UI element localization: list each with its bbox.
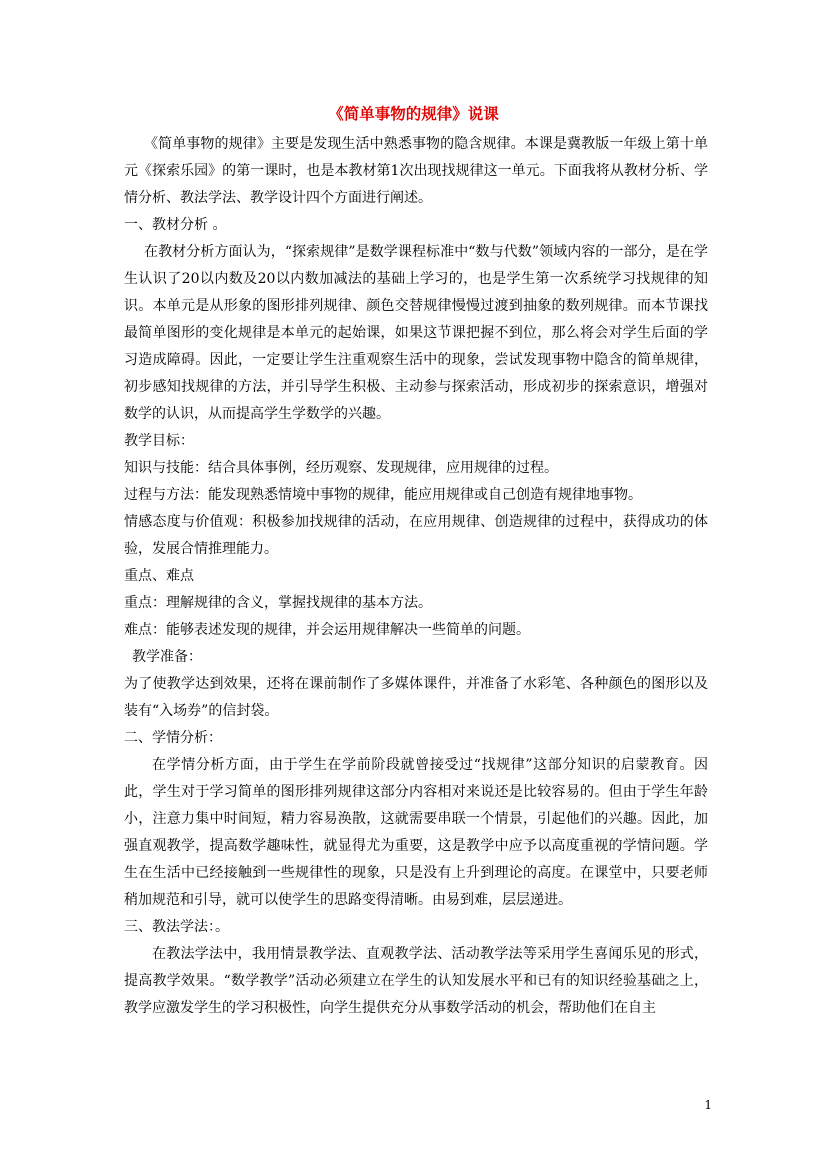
key-difficult-heading: 重点、难点 [124,568,194,584]
teaching-methods-paragraph: 在教法学法中，我用情景教学法、直观教学法、活动教学法等采用学生喜闻乐见的形式，提高教学效果。“数学教学”活动必须建立在学生的认知发展水平和已有的知识经验基础之上，教学应激发学生的学习积极性，向学生提供充分从事数学活动的机会，帮助他们在自主 [124,946,708,1016]
goal-knowledge-skills: 知识与技能：结合具体事例，经历观察、发现规律，应用规律的过程。 [124,460,558,476]
section-heading-textbook-analysis: 一、教材分析 。 [124,217,227,233]
key-point: 重点：理解规律的含义，掌握找规律的基本方法。 [124,595,432,611]
goal-process-method: 过程与方法：能发现熟悉情境中事物的规律，能应用规律或自己创造有规律地事物。 [124,487,642,503]
page-number: 1 [704,1098,712,1112]
section-heading-student-analysis: 二、学情分析： [124,730,222,746]
difficult-point: 难点：能够表述发现的规律，并会运用规律解决一些简单的问题。 [124,622,530,638]
document-title: 《简单事物的规律》说课 [328,104,499,123]
textbook-analysis-paragraph: 在教材分析方面认为，“探索规律”是数学课程标准中“数与代数”领域内容的一部分，是在学生认识了20以内数及20以内数加减法的基础上学习的，也是学生第一次系统学习找规律的知识。本单元是从形象的图形排列规律、颜色交替规律慢慢过渡到抽象的数列规律。而本节课找最简单图形的变化规律是本单元的起始课，如果这节课把握不到位，那么将会对学生后面的学习造成障碍。因此，一定要让学生注重观察生活中的现象，尝试发现事物中隐含的简单规律，初步感知找规律的方法，并引导学生积极、主动参与探索活动，形成初步的探索意识，增强对数学的认识，从而提高学生学数学的兴趣。 [124,244,708,422]
teaching-prep-paragraph: 为了使教学达到效果，还将在课前制作了多媒体课件，并准备了水彩笔、各种颜色的图形以及装有“入场券”的信封袋。 [124,676,708,719]
section-heading-teaching-methods: 三、教法学法：。 [124,919,229,935]
teaching-goals-heading: 教学目标： [124,433,194,449]
goal-emotion-values: 情感态度与价值观：积极参加找规律的活动，在应用规律、创造规律的过程中，获得成功的体验，发展合情推理能力。 [124,514,708,557]
student-analysis-paragraph: 在学情分析方面，由于学生在学前阶段就曾接受过“找规律”这部分知识的启蒙教育。因此，学生对于学习简单的图形排列规律这部分内容相对来说还是比较容易的。但由于学生年龄小，注意力集中时间短，精力容易涣散，这就需要串联一个情景，引起他们的兴趣。因此，加强直观教学，提高数学趣味性，就显得尤为重要，这是教学中应予以高度重视的学情问题。学生在生活中已经接触到一些规律性的现象，只是没有上升到理论的高度。在课堂中，只要老师稍加规范和引导，就可以使学生的思路变得清晰。由易到难，层层递进。 [124,757,708,908]
document-body [124,131,708,1022]
intro-paragraph: 《简单事物的规律》主要是发现生活中熟悉事物的隐含规律。本课是冀教版一年级上第十单元《探索乐园》的第一课时，也是本教材第1次出现找规律这一单元。下面我将从教材分析、学情分析、教法学法、教学设计四个方面进行阐述。 [124,136,708,206]
teaching-prep-heading: 教学准备： [132,649,202,665]
